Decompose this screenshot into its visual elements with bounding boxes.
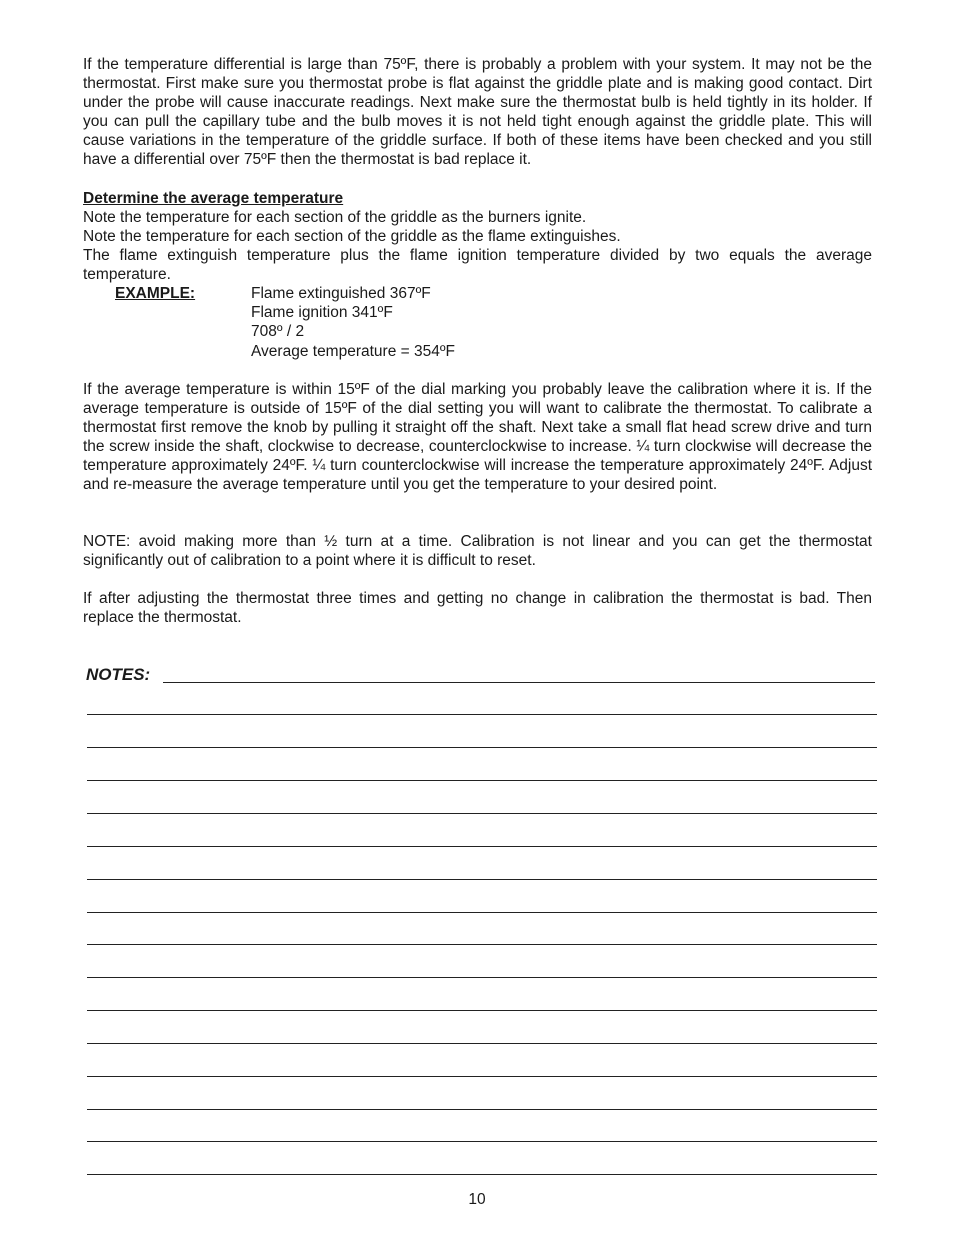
- example-line: Flame ignition 341ºF: [251, 304, 393, 321]
- notes-line: [87, 846, 877, 847]
- notes-line: [87, 747, 877, 748]
- notes-line: [87, 1174, 877, 1175]
- notes-line: [87, 714, 877, 715]
- paragraph-note: NOTE: avoid making more than ½ turn at a time. Calibration is not linear and you can get the thermostat significantly out of calibration to a point where it is difficult to reset.: [83, 533, 872, 569]
- instruction-extinguish: Note the temperature for each section of the griddle as the flame extinguishes.: [83, 228, 621, 245]
- notes-line: [87, 944, 877, 945]
- notes-line: [87, 1141, 877, 1142]
- notes-line: [163, 682, 875, 683]
- notes-line: [87, 1010, 877, 1011]
- example-line: 708º / 2: [251, 323, 305, 340]
- notes-line: [87, 912, 877, 913]
- example-label: EXAMPLE:: [115, 285, 196, 302]
- notes-label: NOTES:: [86, 665, 151, 684]
- paragraph-average-formula: The flame extinguish temperature plus the flame ignition temperature divided by two equals the average temperature.: [83, 247, 872, 283]
- page-number: 10: [468, 1191, 486, 1208]
- notes-line: [87, 879, 877, 880]
- notes-line: [87, 1076, 877, 1077]
- paragraph-differential: If the temperature differential is large than 75ºF, there is probably a problem with your system. It may not be the thermostat. First make sure you thermostat probe is flat against the griddle plate and is making good contact. Dirt under the probe will cause inaccurate readings. Next make sure the thermostat bulb is held tightly in its holder. If you can pull the capillary tube and the bulb moves it is not held tight enough against the griddle plate. This will cause variations in the temperature of the griddle surface. If both of these items have been checked and you still have a differential over 75ºF then the thermostat is bad replace it.: [83, 56, 872, 168]
- example-line: Average temperature = 354ºF: [251, 343, 455, 360]
- paragraph-calibration: If the average temperature is within 15ºF of the dial marking you probably leave the calibration where it is. If the average temperature is outside of 15ºF of the dial setting you will want to calibrate the thermostat. To calibrate a thermostat first remove the knob by pulling it straight off the shaft. Next take a small flat head screw drive and turn the screw inside the shaft, clockwise to decrease, counterclockwise to increase. ¼ turn clockwise will decrease the temperature approximately 24ºF. ¼ turn counterclockwise will increase the temperature approximately 24ºF. Adjust and re-measure the average temperature until you get the temperature to your desired point.: [83, 381, 872, 493]
- example-line: Flame extinguished 367ºF: [251, 285, 431, 302]
- section-heading: Determine the average temperature: [83, 190, 344, 207]
- notes-line: [87, 813, 877, 814]
- paragraph-replace: If after adjusting the thermostat three times and getting no change in calibration the thermostat is bad. Then replace the thermostat.: [83, 590, 872, 626]
- notes-line: [87, 1043, 877, 1044]
- instruction-ignite: Note the temperature for each section of the griddle as the burners ignite.: [83, 209, 587, 226]
- notes-line: [87, 977, 877, 978]
- notes-line: [87, 780, 877, 781]
- notes-line: [87, 1109, 877, 1110]
